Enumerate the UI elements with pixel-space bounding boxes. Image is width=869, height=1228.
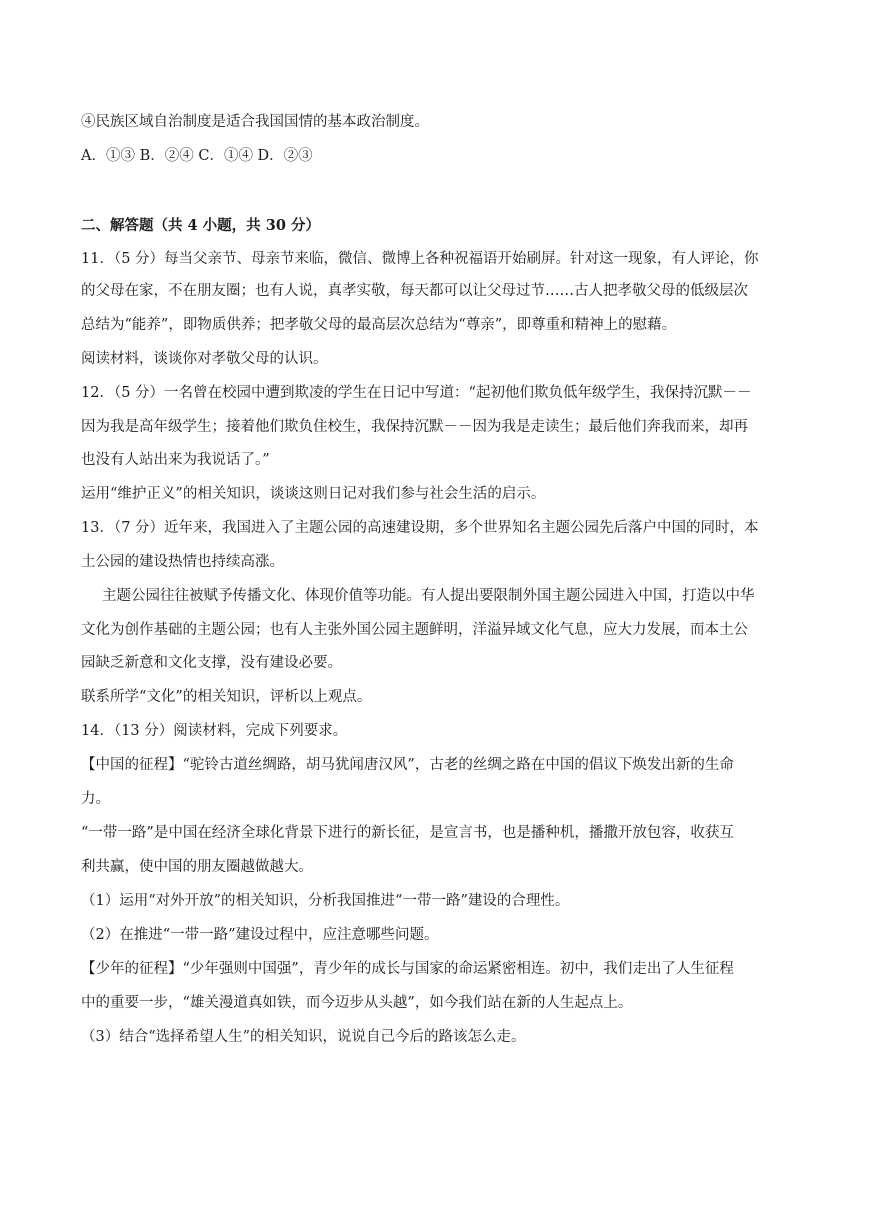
section-heading: 二、解答题（共 4 小题，共 30 分） (81, 217, 320, 234)
question-14-material-2-line-2: 利共赢，使中国的朋友圈越做越大。 (81, 859, 313, 875)
answer-choices: A．①③ B．②④ C．①④ D．②③ (81, 148, 313, 164)
question-14-material-2-line-1: “一带一路”是中国在经济全球化背景下进行的新长征，是宣言书，也是播种机，播撒开放包容，收获互 (81, 825, 734, 841)
question-12-prompt: 运用“维护正义”的相关知识，谈谈这则日记对我们参与社会生活的启示。 (81, 486, 546, 502)
question-12-line-1: 12．（5 分）一名曾在校园中遭到欺凌的学生在日记中写道：“起初他们欺负低年级学生，我保持沉默－－ (81, 385, 752, 401)
question-11-line-3: 总结为“能养”，即物质供养；把孝敬父母的最高层次总结为“尊亲”，即尊重和精神上的慰藉。 (81, 317, 677, 333)
question-13-paragraph-line-3: 园缺乏新意和文化支撑，没有建设必要。 (81, 655, 342, 671)
question-11-line-1: 11．（5 分）每当父亲节、母亲节来临，微信、微博上各种祝福语开始刷屏。针对这一现象，有人评论，你 (81, 251, 759, 267)
question-12-line-3: 也没有人站出来为我说话了。” (81, 452, 270, 468)
question-13-line-1: 13．（7 分）近年来，我国进入了主题公园的高速建设期，多个世界知名主题公园先后落户中国的同时，本 (81, 520, 759, 536)
question-14-sub-3: （3）结合“选择希望人生”的相关知识，说说自己今后的路该怎么走。 (81, 1029, 526, 1045)
option-4-statement: ④民族区域自治制度是适合我国国情的基本政治制度。 (81, 114, 429, 130)
question-14-sub-1: （1）运用“对外开放”的相关知识，分析我国推进“一带一路”建设的合理性。 (81, 893, 570, 909)
question-11-prompt: 阅读材料，谈谈你对孝敬父母的认识。 (81, 351, 328, 367)
question-13-paragraph-line-1: 主题公园往往被赋予传播文化、体现价值等功能。有人提出要限制外国主题公园进入中国，打造以中华 (102, 588, 755, 604)
question-11-line-2: 的父母在家，不在朋友圈；也有人说，真孝实敬，每天都可以让父母过节……古人把孝敬父母的低级层次 (81, 283, 748, 299)
question-14-material-3-line-2: 中的重要一步，“雄关漫道真如铁，而今迈步从头越”，如今我们站在新的人生起点上。 (81, 995, 633, 1011)
question-13-paragraph-line-2: 文化为创作基础的主题公园；也有人主张外国公园主题鲜明，洋溢异域文化气息，应大力发展，而本土公 (81, 622, 748, 638)
question-13-prompt: 联系所学“文化”的相关知识，评析以上观点。 (81, 689, 372, 705)
question-14-material-1-line-1: 【中国的征程】“驼铃古道丝绸路，胡马犹闻唐汉风”，古老的丝绸之路在中国的倡议下焕发出新的生命 (81, 757, 734, 773)
question-12-line-2: 因为我是高年级学生；接着他们欺负住校生，我保持沉默－－因为我是走读生；最后他们奔我而来，却再 (81, 419, 748, 435)
question-13-line-2: 土公园的建设热情也持续高涨。 (81, 554, 284, 570)
question-14-material-3-line-1: 【少年的征程】“少年强则中国强”，青少年的成长与国家的命运紧密相连。初中，我们走出了人生征程 (81, 961, 734, 977)
question-14-material-1-line-2: 力。 (81, 791, 110, 807)
question-14-sub-2: （2）在推进“一带一路”建设过程中，应注意哪些问题。 (81, 927, 439, 943)
question-14-intro: 14．（13 分）阅读材料，完成下列要求。 (81, 723, 348, 739)
